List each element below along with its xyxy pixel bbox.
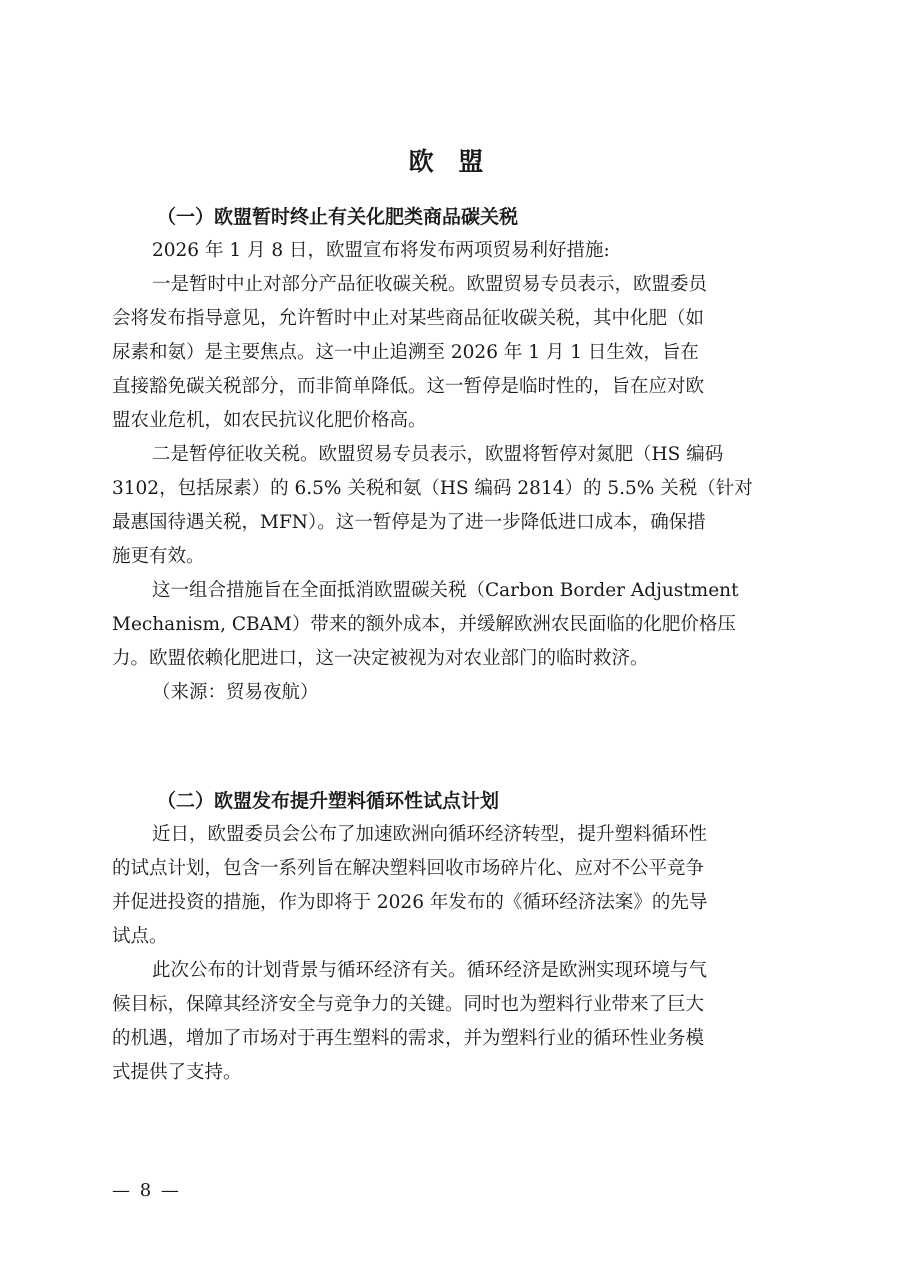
text-line: 二是暂停征收关税。欧盟贸易专员表示，欧盟将暂停对氮肥（HS 编码 [152,444,724,465]
text-line: 一是暂时中止对部分产品征收碳关税。欧盟贸易专员表示，欧盟委员 [152,274,708,295]
text-line: 2026 年 1 月 8 日，欧盟宣布将发布两项贸易利好措施: [152,240,610,261]
source-note [112,676,794,710]
paragraph [112,574,794,676]
text-line: 会将发布指导意见，允许暂时中止对某些商品征收碳关税，其中化肥（如 [112,308,705,329]
page-title: 欧 盟 [408,147,492,176]
paragraph [112,954,794,1090]
section-heading: （一）欧盟暂时终止有关化肥类商品碳关税 [157,206,519,228]
text-line: 直接豁免碳关税部分，而非简单降低。这一暂停是临时性的，旨在应对欧 [112,376,705,397]
text-line: 试点。 [112,926,168,947]
text-line: 力。欧盟依赖化肥进口，这一决定被视为对农业部门的临时救济。 [112,648,649,669]
text-line: 尿素和氨）是主要焦点。这一中止追溯至 2026 年 1 月 1 日生效，旨在 [112,342,699,363]
paragraph [112,818,794,954]
text-line: 盟农业危机，如农民抗议化肥价格高。 [112,410,427,431]
text-line: 这一组合措施旨在全面抵消欧盟碳关税（Carbon Border Adjustment [152,580,739,601]
paragraph [112,268,794,438]
text-line: 施更有效。 [112,546,205,567]
paragraph [112,234,794,268]
text-line: （来源：贸易夜航） [152,682,319,703]
text-line: 3102，包括尿素）的 6.5% 关税和氨（HS 编码 2814）的 5.5% 关税（针对 [112,478,753,499]
text-line: 式提供了支持。 [112,1062,242,1083]
page-number: — 8 — [112,1180,181,1201]
text-line: 近日，欧盟委员会公布了加速欧洲向循环经济转型，提升塑料循环性 [152,824,708,845]
text-line: Mechanism, CBAM）带来的额外成本，并缓解欧洲农民面临的化肥价格压 [112,614,736,635]
text-line: 的试点计划，包含一系列旨在解决塑料回收市场碎片化、应对不公平竞争 [112,858,705,879]
text-line: 并促进投资的措施，作为即将于 2026 年发布的《循环经济法案》的先导 [112,892,708,913]
text-line: 的机遇，增加了市场对于再生塑料的需求，并为塑料行业的循环性业务模 [112,1028,705,1049]
paragraph [112,438,794,574]
section-heading: （二）欧盟发布提升塑料循环性试点计划 [157,790,500,812]
section-1 [112,200,794,710]
text-line: 最惠国待遇关税，MFN）。这一暂停是为了进一步降低进口成本，确保措 [112,512,706,533]
section-2 [112,784,794,1090]
text-line: 候目标，保障其经济安全与竞争力的关键。同时也为塑料行业带来了巨大 [112,994,705,1015]
text-line: 此次公布的计划背景与循环经济有关。循环经济是欧洲实现环境与气 [152,960,708,981]
